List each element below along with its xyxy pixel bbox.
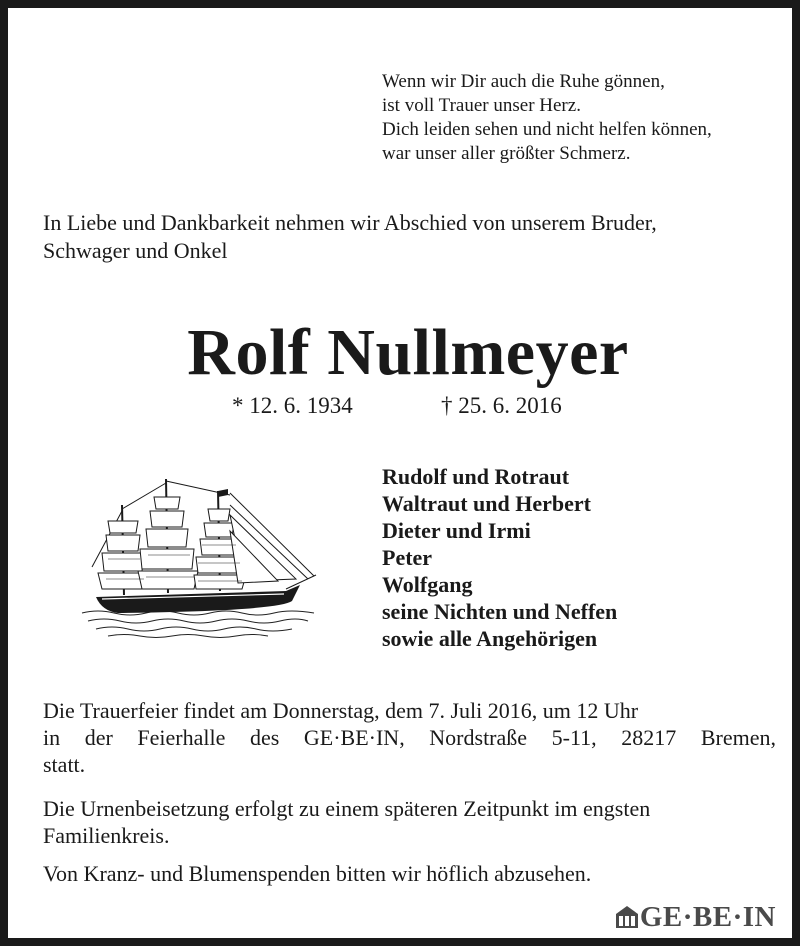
mourners-list [382,463,617,652]
mourner-item: Waltraut und Herbert [382,491,591,516]
logo-text: GE·BE·IN [639,900,776,933]
donation-info [43,860,776,887]
mourner-item: Rudolf und Rotraut [382,464,570,489]
poem-line: Wenn wir Dir auch die Ruhe gönnen, [382,71,665,92]
service-line: Die Trauerfeier findet am Donnerstag, dem 7. Juli 2016, um 12 Uhr [43,698,639,723]
mourner-item: Wolfgang [382,572,473,597]
burial-info [43,795,776,849]
service-line: statt. [43,752,86,777]
service-info [43,697,776,778]
mourner-item: sowie alle Angehörigen [382,626,598,651]
donation-line: Von Kranz- und Blumenspenden bitten wir höflich abzusehen. [43,861,592,886]
poem-line: Dich leiden sehen und nicht helfen können, [382,119,712,140]
service-line: in der Feierhalle des GE·BE·IN, Nordstraße 5-11, 28217 Bremen, [43,725,776,750]
poem-line: war unser aller größter Schmerz. [382,143,631,164]
intro-text [43,209,778,265]
birth-date: * 12. 6. 1934 [232,393,353,418]
building-icon [614,904,640,930]
poem [382,70,712,166]
burial-line: Familienkreis. [43,823,170,848]
sailing-ship-icon [78,475,318,645]
mourner-item: Peter [382,545,433,570]
intro-line: Schwager und Onkel [43,238,228,263]
funeral-home-logo [608,902,782,932]
death-date: † 25. 6. 2016 [441,393,562,418]
burial-line: Die Urnenbeisetzung erfolgt zu einem späteren Zeitpunkt im engsten [43,796,651,821]
intro-line: In Liebe und Dankbarkeit nehmen wir Abschied von unserem Bruder, [43,210,657,235]
mourner-item: seine Nichten und Neffen [382,599,618,624]
poem-line: ist voll Trauer unser Herz. [382,95,581,116]
deceased-name: Rolf Nullmeyer [187,316,629,389]
mourner-item: Dieter und Irmi [382,518,531,543]
